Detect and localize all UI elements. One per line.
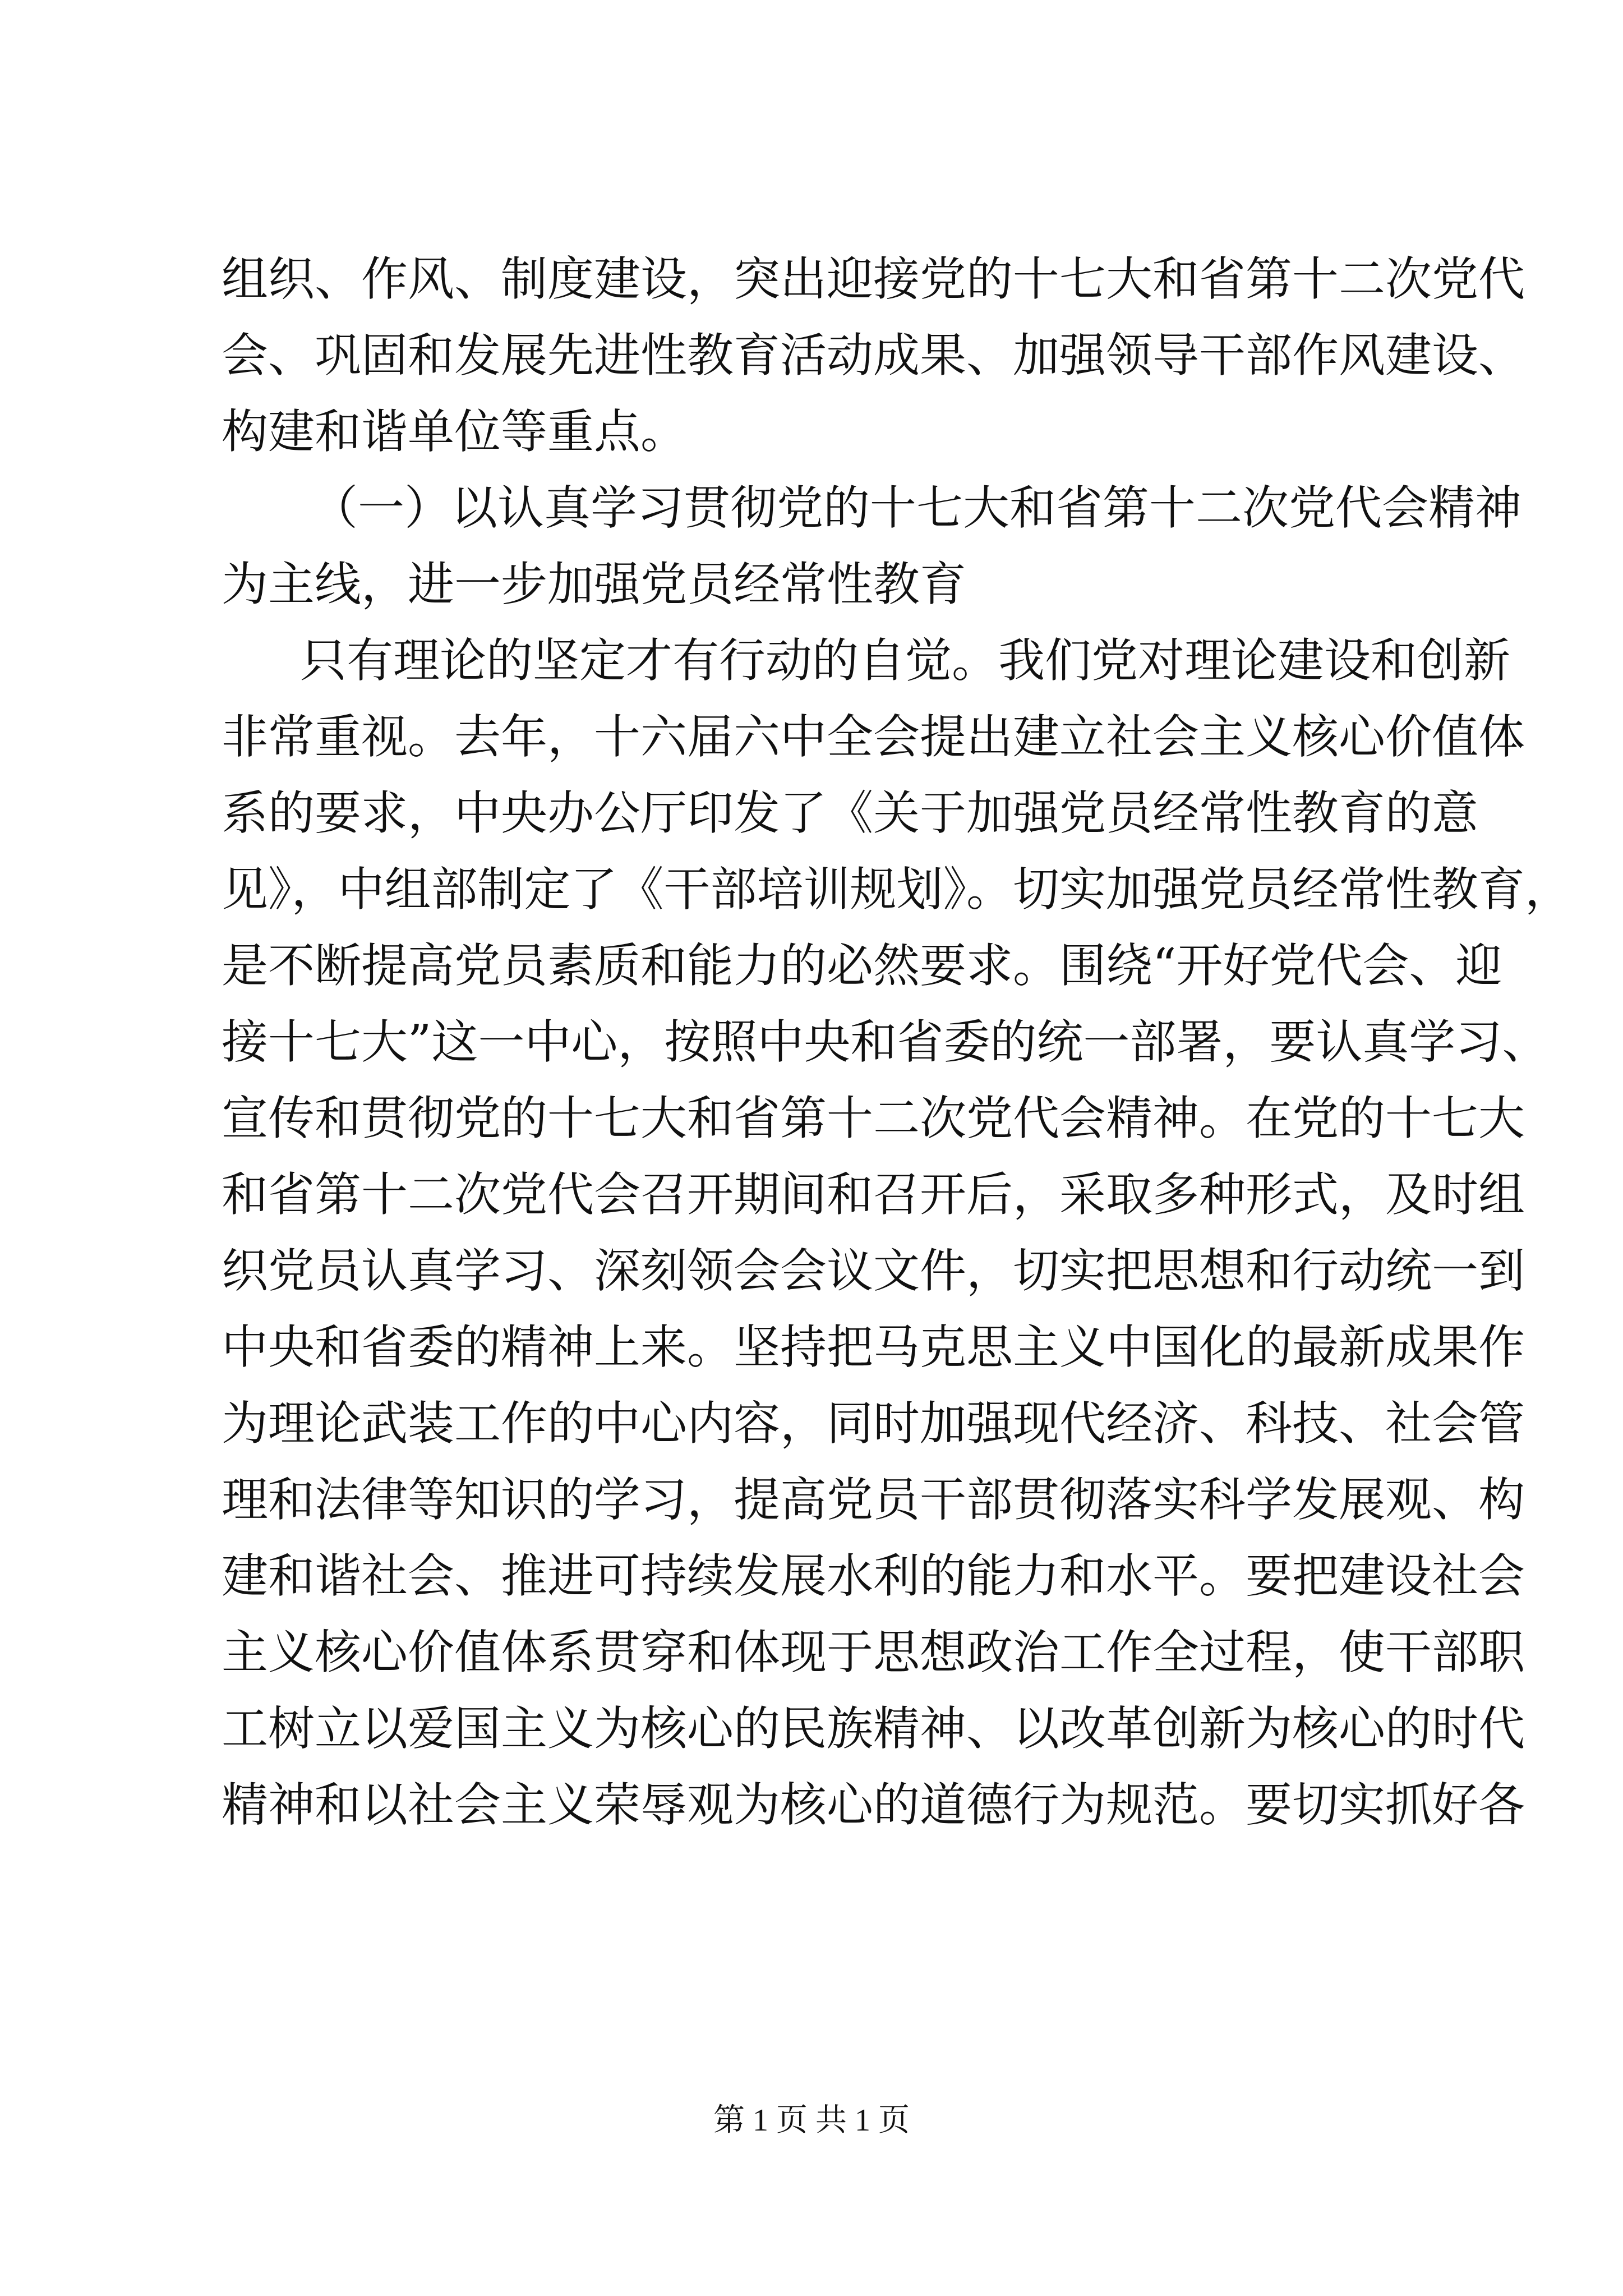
- text-line: 组织、作风、制度建设，突出迎接党的十七大和省第十二次党代: [222, 252, 1525, 306]
- text-line: 中央和省委的精神上来。坚持把马克思主义中国化的最新成果作: [222, 1320, 1525, 1374]
- text-line: 是不断提高党员素质和能力的必然要求。围绕“开好党代会、迎: [222, 938, 1502, 993]
- text-line: 建和谐社会、推进可持续发展水利的能力和水平。要把建设社会: [222, 1549, 1525, 1603]
- section-heading-line: （一）以认真学习贯彻党的十七大和省第十二次党代会精神: [311, 481, 1521, 535]
- text-line: 工树立以爱国主义为核心的民族精神、以改革创新为核心的时代: [222, 1701, 1525, 1756]
- document-body: [222, 241, 1571, 1843]
- text-line: 非常重视。去年，十六届六中全会提出建立社会主义核心价值体: [222, 710, 1525, 764]
- page-number: 第 1 页 共 1 页: [713, 2103, 910, 2138]
- text-line: 见》，中组部制定了《干部培训规划》。切实加强党员经常性教育，: [222, 862, 1571, 917]
- text-line: 精神和以社会主义荣辱观为核心的道德行为规范。要切实抓好各: [222, 1778, 1525, 1832]
- text-line: 接十七大”这一中心，按照中央和省委的统一部署，要认真学习、: [222, 1015, 1549, 1069]
- text-line: 会、巩固和发展先进性教育活动成果、加强领导干部作风建设、: [222, 328, 1525, 383]
- text-line: 织党员认真学习、深刻领会会议文件，切实把思想和行动统一到: [222, 1244, 1525, 1298]
- text-line: 宣传和贯彻党的十七大和省第十二次党代会精神。在党的十七大: [222, 1091, 1525, 1145]
- section-heading-line: 为主线，进一步加强党员经常性教育: [222, 557, 966, 611]
- text-line: 只有理论的坚定才有行动的自觉。我们党对理论建设和创新: [300, 633, 1510, 688]
- text-line: 系的要求，中央办公厅印发了《关于加强党员经常性教育的意: [222, 786, 1478, 840]
- page-footer: [0, 2095, 1623, 2140]
- text-line: 构建和谐单位等重点。: [222, 404, 687, 459]
- text-line: 为理论武装工作的中心内容，同时加强现代经济、科技、社会管: [222, 1396, 1525, 1451]
- text-line: 和省第十二次党代会召开期间和召开后，采取多种形式，及时组: [222, 1167, 1525, 1222]
- text-line: 主义核心价值体系贯穿和体现于思想政治工作全过程，使干部职: [222, 1625, 1525, 1680]
- text-line: 理和法律等知识的学习，提高党员干部贯彻落实科学发展观、构: [222, 1473, 1525, 1527]
